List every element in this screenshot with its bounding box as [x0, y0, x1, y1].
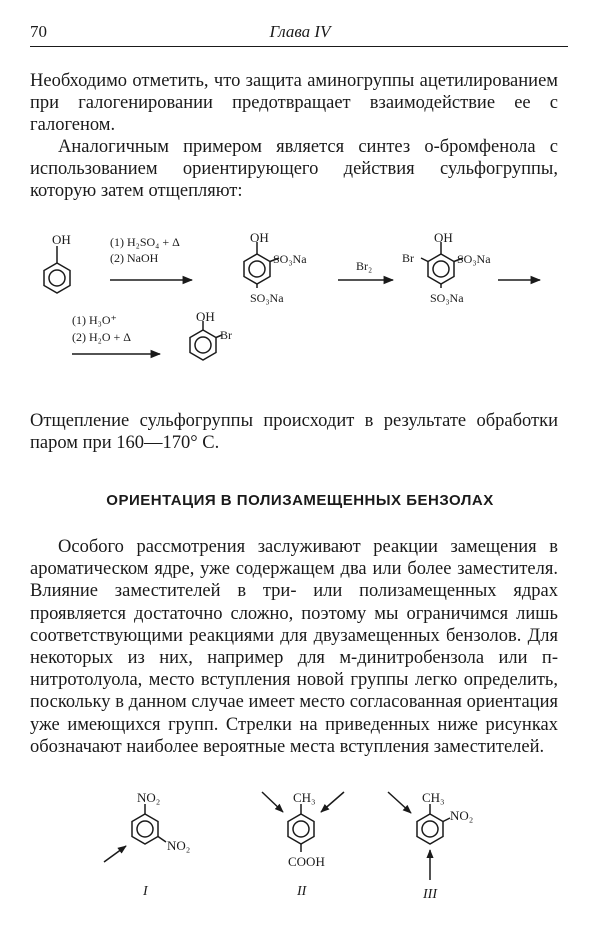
- step3-line2: (2) H₂O + Δ: [72, 330, 131, 344]
- bromophenol-ring: [190, 330, 216, 360]
- step3-line1: (1) H₃O⁺: [72, 313, 117, 327]
- int1-oh: OH: [250, 230, 269, 245]
- int2-oh: OH: [434, 230, 453, 245]
- structure-2-label: II: [297, 884, 307, 899]
- step1-line2: (2) NaOH: [110, 251, 159, 265]
- bromodisulfonate-ring: [428, 254, 454, 284]
- paragraph-4: Особого рассмотрения заслуживают реакции замещения в ароматическом ядре, уже содержащем два или более заместителя. Влияние заместителей в три- или полизамещенных ядрах проявляется достаточно сложно, поэтому мы ограничимся лишь соответствующими реакциями для двузамещенных бензолов. Для некоторых из них, например для м-динитробензола или п-нитротолуола, место вступления новой группы легко определить, поскольку в данном случае имеет место согласованная ориентация уже имеющихся групп. Стрелки на приведенных ниже рисунках обозначают наиболее вероятные места вступления заместителей.: [30, 537, 558, 757]
- structure-3-label: III: [423, 887, 437, 902]
- paragraph-1: Необходимо отметить, что защита аминогруппы ацетилированием при галогенировании предотвращает взаимодействие ее с галогеном.: [30, 71, 558, 136]
- structure-1-ring: [132, 814, 158, 844]
- step1-line1: (1) H₂SO₄ + Δ: [110, 235, 180, 249]
- structure-2-sub2: COOH: [288, 854, 325, 869]
- product-oh: OH: [196, 309, 215, 324]
- structure-3-ring: [417, 814, 443, 844]
- structure-3-sub1: CH₃: [422, 790, 445, 805]
- section-heading: ОРИЕНТАЦИЯ В ПОЛИЗАМЕЩЕННЫХ БЕНЗОЛАХ: [106, 492, 494, 509]
- phenol-ring: [44, 263, 70, 293]
- product-br: Br: [220, 328, 232, 342]
- int1-so3na-1: SO₃Na: [273, 252, 307, 266]
- phenol-oh: OH: [52, 232, 71, 247]
- structure-2-arrow-right: [321, 792, 344, 812]
- structure-1-sub2: NO₂: [167, 838, 191, 853]
- int2-so3na-2: SO₃Na: [430, 291, 464, 305]
- structure-2-arrow-left: [262, 792, 283, 812]
- page-number: 70: [30, 22, 47, 41]
- int2-so3na-1: SO₃Na: [457, 252, 491, 266]
- paragraph-3: Отщепление сульфогруппы происходит в результате обработки паром при 160—170° С.: [30, 411, 558, 454]
- running-head: Глава IV: [269, 22, 331, 41]
- step2-reagent: Br₂: [356, 259, 373, 273]
- paragraph-2: Аналогичным примером является синтез о-бромфенола с использованием ориентирующего действия сульфогруппы, которую затем отщепляют:: [30, 137, 558, 202]
- structure-1-sub1: NO₂: [137, 790, 161, 805]
- structure-3-arrow-top: [388, 792, 411, 813]
- structure-3-sub2: NO₂: [450, 808, 474, 823]
- substituted-benzenes: [0, 770, 600, 905]
- header-rule: [30, 46, 568, 47]
- reaction-scheme: [0, 218, 600, 378]
- structure-2-sub1: CH₃: [293, 790, 316, 805]
- structure-2-ring: [288, 814, 314, 844]
- structure-1-label: I: [143, 884, 148, 899]
- int1-so3na-2: SO₃Na: [250, 291, 284, 305]
- disulfonate-ring: [244, 254, 270, 284]
- int2-br: Br: [402, 251, 414, 265]
- structure-1-arrow: [104, 846, 126, 862]
